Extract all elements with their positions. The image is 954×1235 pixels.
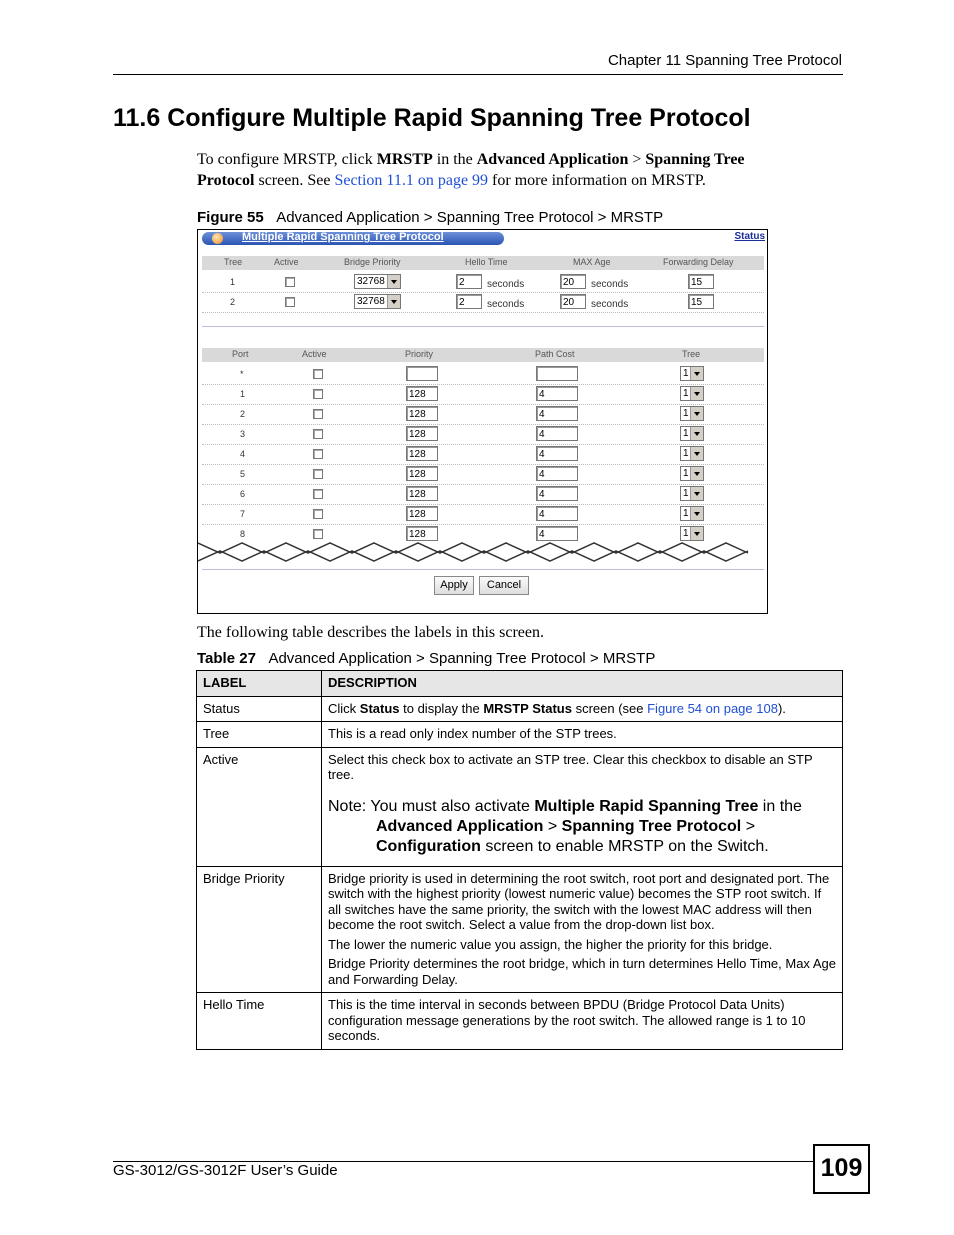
intro-text: for more information on MRSTP. [488,172,706,189]
max-age-input[interactable]: 20 [560,274,586,289]
port-number: 2 [240,409,246,419]
button-divider [202,569,764,570]
desc-text: screen (see [571,700,648,716]
desc-text: Bridge Priority determines the root bridge, which in turn determines Hello Time, Max Age and Forwarding Delay. [328,956,836,987]
intro-text: > [628,151,646,168]
col-tree: Tree [224,257,243,267]
hello-unit: seconds [487,299,525,310]
row-description [322,747,843,866]
port-number: * [240,369,244,379]
note-text: screen to enable MRSTP on the Switch. [480,837,769,855]
col-tree: Tree [682,349,701,359]
port-tree-value: 1 [683,388,689,399]
table-caption-text: Advanced Application > Spanning Tree Protocol > MRSTP [268,650,656,667]
port-active-checkbox[interactable] [313,389,323,399]
port-tree-select[interactable] [680,466,704,481]
apply-button[interactable]: Apply [434,576,474,595]
forwarding-delay-input[interactable]: 15 [688,294,714,309]
path-cost-input[interactable]: 4 [536,506,578,521]
note-text: in the [758,797,802,815]
tree-row [202,272,764,293]
path-cost-input[interactable] [536,366,578,381]
port-number: 3 [240,429,246,439]
note-indent [328,818,755,835]
port-tree-value: 1 [683,448,689,459]
page-number: 109 [813,1144,870,1194]
note-bold: Spanning Tree Protocol [561,817,742,835]
chapter-header: Chapter 11 Spanning Tree Protocol [607,52,842,69]
figure-link[interactable]: Figure 54 on page 108 [647,700,778,716]
chevron-down-icon [387,295,400,308]
chevron-down-icon [690,487,703,500]
chevron-down-icon [690,367,703,380]
port-row [202,504,764,525]
port-tree-value: 1 [683,428,689,439]
port-tree-value: 1 [683,468,689,479]
desc-bold: Status [359,700,400,716]
table-caption [197,650,655,667]
port-active-checkbox[interactable] [313,509,323,519]
port-active-checkbox[interactable] [313,369,323,379]
col-path-cost: Path Cost [535,349,575,359]
chevron-down-icon [690,427,703,440]
intro-text: To configure MRSTP, click [197,151,377,168]
tree-active-checkbox[interactable] [285,297,295,307]
max-age-input[interactable]: 20 [560,294,586,309]
port-row [202,484,764,505]
col-bridge-priority: Bridge Priority [344,257,401,267]
port-priority-input[interactable]: 128 [406,486,438,501]
guide-title: GS-3012/GS-3012F User’s Guide [113,1162,338,1179]
col-forwarding-delay: Forwarding Delay [663,257,734,267]
labels-table [196,670,843,1050]
tree-index: 2 [230,297,236,307]
row-description: This is a read only index number of the STP trees. [322,722,843,748]
port-row [202,464,764,485]
table-row [197,993,843,1050]
port-number: 5 [240,469,246,479]
path-cost-input[interactable]: 4 [536,406,578,421]
port-active-checkbox[interactable] [313,489,323,499]
row-description: This is the time interval in seconds between BPDU (Bridge Protocol Data Units) configuration message generations by the root switch. The allowed range is 1 to 10 seconds. [322,993,843,1050]
port-priority-input[interactable]: 128 [406,446,438,461]
note-indent [328,838,769,855]
port-tree-select[interactable] [680,486,704,501]
port-active-checkbox[interactable] [313,429,323,439]
desc-text: Click [328,700,360,716]
note-text: Note: You must also activate [328,797,535,815]
port-priority-input[interactable]: 128 [406,506,438,521]
port-priority-input[interactable] [406,366,438,381]
bridge-priority-value: 32768 [357,296,385,307]
max-age-unit: seconds [591,299,629,310]
path-cost-input[interactable]: 4 [536,466,578,481]
row-description [322,866,843,993]
intro-bold: Spanning Tree Protocol [197,151,745,189]
port-priority-input[interactable]: 128 [406,466,438,481]
port-tree-value: 1 [683,528,689,539]
intro-text: screen. See [254,172,335,189]
port-number: 1 [240,389,246,399]
col-max-age: MAX Age [573,257,611,267]
note [328,797,836,857]
table-label: Table 27 [197,650,256,667]
cancel-button[interactable]: Cancel [479,576,529,595]
col-active: Active [302,349,327,359]
section-divider [202,326,764,327]
chevron-down-icon [690,447,703,460]
intro-paragraph [197,149,797,191]
port-number: 8 [240,529,246,539]
bridge-priority-value: 32768 [357,276,385,287]
port-table-header [202,348,764,362]
section-title: 11.6 Configure Multiple Rapid Spanning Tree Protocol [113,104,751,132]
row-label: Tree [197,722,322,748]
figure-caption [197,209,663,226]
port-tree-select[interactable] [680,366,704,381]
row-description [322,696,843,722]
port-number: 7 [240,509,246,519]
note-bold: Multiple Rapid Spanning Tree [534,797,759,815]
port-priority-input[interactable]: 128 [406,426,438,441]
row-label: Bridge Priority [197,866,322,993]
path-cost-input[interactable]: 4 [536,386,578,401]
note-bold: Advanced Application [376,817,544,835]
tree-index: 1 [230,277,236,287]
port-tree-value: 1 [683,488,689,499]
desc-text: ). [777,700,786,716]
hello-time-input[interactable]: 2 [456,294,482,309]
port-row [202,404,764,425]
chevron-down-icon [690,407,703,420]
note-text: > [741,817,756,835]
desc-text: Bridge priority is used in determining the root switch, root port and designated port. The switch with the highest priority (lowest numeric value) becomes the STP root switch. If all switches have the same priority, the switch with the lowest MAC address will then become the root switch. Select a value from the drop-down list box. [328,870,830,932]
path-cost-input[interactable]: 4 [536,426,578,441]
status-link[interactable]: Status [734,231,765,242]
port-active-checkbox[interactable] [313,449,323,459]
bridge-priority-select[interactable] [354,294,401,309]
path-cost-input[interactable]: 4 [536,526,578,541]
note-bold: Configuration [376,837,481,855]
port-tree-value: 1 [683,408,689,419]
intro-bold: MRSTP [376,151,433,168]
header-description: DESCRIPTION [322,671,843,697]
port-number: 6 [240,489,246,499]
forwarding-delay-input[interactable]: 15 [688,274,714,289]
port-tree-select[interactable] [680,426,704,441]
max-age-unit: seconds [591,279,629,290]
path-cost-input[interactable]: 4 [536,446,578,461]
port-row [202,444,764,465]
col-port: Port [232,349,249,359]
port-priority-input[interactable]: 128 [406,386,438,401]
desc-text: The lower the numeric value you assign, the higher the priority for this bridge. [328,936,773,952]
chevron-down-icon [690,387,703,400]
tree-table-header [202,256,764,270]
chevron-down-icon [690,507,703,520]
port-tree-select[interactable] [680,446,704,461]
port-tree-value: 1 [683,508,689,519]
tree-row [202,292,764,313]
hello-unit: seconds [487,279,525,290]
row-label: Active [197,747,322,866]
chevron-down-icon [690,467,703,480]
screen-title-bar [202,232,504,245]
desc-bold: MRSTP Status [483,700,572,716]
figure-caption-text: Advanced Application > Spanning Tree Protocol > MRSTP [276,209,664,226]
port-row [202,424,764,445]
screen-title: Multiple Rapid Spanning Tree Protocol [242,231,444,243]
row-label: Status [197,696,322,722]
title-orb-icon [212,233,223,244]
row-label: Hello Time [197,993,322,1050]
figure-label: Figure 55 [197,209,264,226]
table-intro: The following table describes the labels in this screen. [197,624,545,641]
port-tree-select[interactable] [680,506,704,521]
table-row [197,866,843,993]
chevron-down-icon [387,275,400,288]
tree-active-checkbox[interactable] [285,277,295,287]
port-priority-input[interactable]: 128 [406,526,438,541]
port-priority-input[interactable]: 128 [406,406,438,421]
port-row [202,384,764,405]
col-priority: Priority [405,349,434,359]
desc-text: Select this check box to activate an STP tree. Clear this checkbox to disable an STP tree. [328,751,813,782]
port-number: 4 [240,449,246,459]
note-text: > [543,817,562,835]
header-rule [113,74,843,75]
port-tree-value: 1 [683,368,689,379]
mrstp-screen [197,229,768,614]
desc-text: to display the [399,700,484,716]
port-active-checkbox[interactable] [313,469,323,479]
col-active: Active [274,257,299,267]
intro-text: in the [432,151,477,168]
port-active-checkbox[interactable] [313,409,323,419]
hello-time-input[interactable]: 2 [456,274,482,289]
header-label: LABEL [197,671,322,697]
table-row [197,722,843,748]
port-tree-select[interactable] [680,386,704,401]
port-row [202,364,764,385]
torn-edge [198,536,767,566]
table-row [197,747,843,866]
table-header-row [197,671,843,697]
intro-bold: Advanced Application [476,151,629,168]
bridge-priority-select[interactable] [354,274,401,289]
path-cost-input[interactable]: 4 [536,486,578,501]
section-link[interactable]: Section 11.1 on page 99 [334,172,489,189]
col-hello-time: Hello Time [465,257,508,267]
table-row [197,696,843,722]
port-tree-select[interactable] [680,406,704,421]
